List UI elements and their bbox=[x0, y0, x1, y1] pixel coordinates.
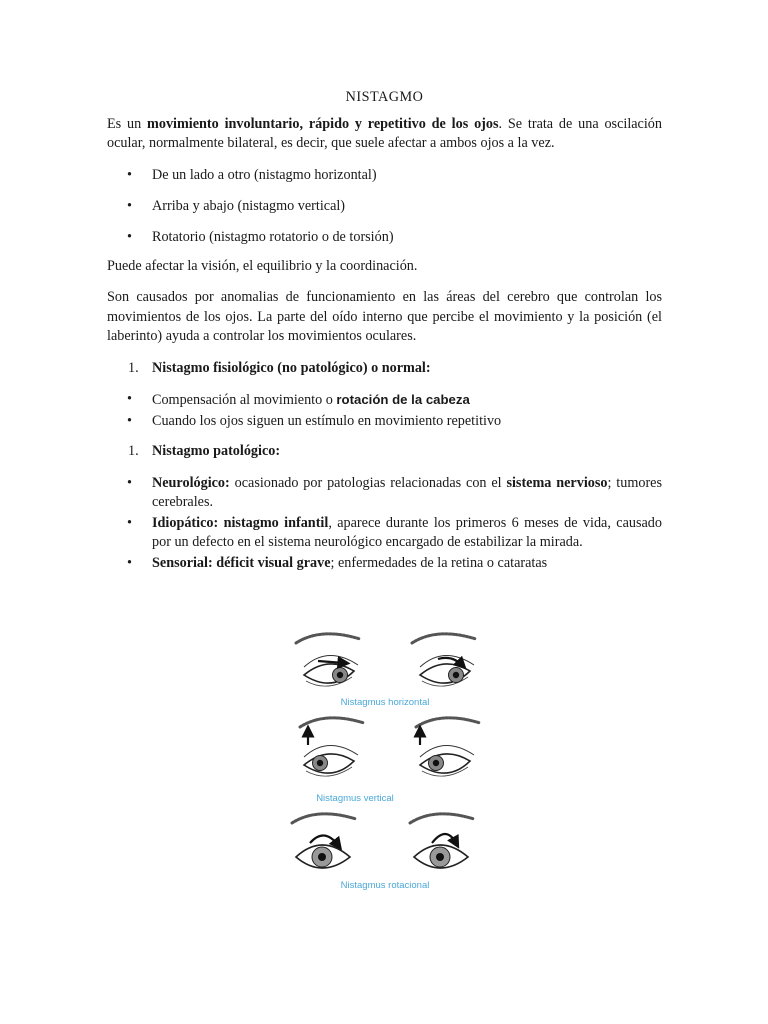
list-item-text: Rotatorio (nistagmo rotatorio o de torsión) bbox=[152, 228, 394, 245]
eye-left-vertical-icon bbox=[300, 718, 364, 776]
list-item bbox=[107, 412, 662, 432]
list-item-label: Sensorial: déficit visual grave bbox=[152, 554, 331, 571]
bullet-icon: • bbox=[127, 166, 132, 183]
caption-horizontal: Nistagmus horizontal bbox=[340, 697, 430, 708]
list-item-text: De un lado a otro (nistagmo horizontal) bbox=[152, 166, 377, 183]
page-title: NISTAGMO bbox=[345, 89, 424, 105]
list-item bbox=[107, 390, 662, 411]
bullet-icon: • bbox=[127, 391, 132, 407]
list-item bbox=[107, 228, 662, 248]
nystagmus-figure bbox=[280, 625, 490, 900]
section2-number: 1. bbox=[128, 443, 139, 459]
bullet-icon: • bbox=[127, 514, 132, 531]
eye-left-rotational-icon bbox=[292, 814, 356, 868]
bullet-icon: • bbox=[127, 474, 132, 491]
list-item-text: Cuando los ojos siguen un estímulo en movimiento repetitivo bbox=[152, 412, 502, 429]
list-item-sensorial bbox=[107, 554, 662, 574]
eye-right-horizontal-icon bbox=[412, 634, 476, 686]
list-item-bold: rotación de la cabeza bbox=[336, 392, 470, 407]
list-item-bold: sistema nervioso bbox=[506, 474, 608, 491]
list-item-text: , aparece durante los primeros 6 meses de vida, causado por un defecto en el sistema neurológico encargado de estabilizar la mirada. bbox=[152, 514, 662, 550]
bullet-icon: • bbox=[127, 197, 132, 214]
list-item-label: Idiopático: nistagmo infantil bbox=[152, 514, 329, 531]
nystagmus-illustration bbox=[280, 625, 490, 900]
list-item-text: ; enfermedades de la retina o cataratas bbox=[330, 554, 548, 571]
nystagmus-types-list bbox=[107, 166, 662, 248]
list-item-text: ; tumores cerebrales. bbox=[152, 474, 662, 510]
intro-paragraph bbox=[107, 115, 662, 154]
intro-post: . Se trata de una oscilación ocular, normalmente bilateral, es decir, que suele afectar a ambos ojos a la vez. bbox=[107, 115, 662, 151]
intro-pre: Es un bbox=[107, 115, 142, 132]
eye-right-rotational-icon bbox=[410, 814, 474, 868]
bullet-icon: • bbox=[127, 412, 132, 429]
list-item-text: Arriba y abajo (nistagmo vertical) bbox=[152, 197, 346, 214]
bullet-icon: • bbox=[127, 554, 132, 571]
section1-heading-text: Nistagmo fisiológico (no patológico) o normal: bbox=[152, 359, 431, 376]
document-page bbox=[107, 88, 662, 574]
list-item bbox=[107, 197, 662, 217]
section2-heading bbox=[107, 442, 662, 462]
list-item bbox=[107, 166, 662, 186]
list-item-idiopatico bbox=[107, 514, 662, 553]
section1-list bbox=[107, 390, 662, 431]
list-item-label: Neurológico: bbox=[152, 474, 230, 491]
eye-right-vertical-icon bbox=[416, 718, 480, 776]
section2-heading-text: Nistagmo patológico: bbox=[152, 443, 281, 459]
list-item-neurologico bbox=[107, 474, 662, 513]
causes-paragraph: Son causados por anomalias de funcionamiento en las áreas del cerebro que controlan los movimientos de los ojos. La parte del oído interno que percibe el movimiento y la posición (el laberinto) ayuda a controlar los movimientos oculares. bbox=[107, 289, 662, 344]
list-item-text: Compensación al movimiento o bbox=[152, 392, 337, 408]
section1-heading bbox=[107, 359, 662, 379]
list-item-text: ocasionado por patologias relacionadas con el bbox=[229, 474, 507, 491]
bullet-icon: • bbox=[127, 228, 132, 245]
caption-vertical: Nistagmus vertical bbox=[316, 793, 394, 804]
eye-left-horizontal-icon bbox=[296, 634, 360, 686]
caption-rotational: Nistagmus rotacional bbox=[340, 880, 430, 891]
affect-paragraph: Puede afectar la visión, el equilibrio y la coordinación. bbox=[107, 257, 418, 274]
section2-list bbox=[107, 474, 662, 574]
section1-number: 1. bbox=[128, 359, 139, 376]
intro-bold: movimiento involuntario, rápido y repetitivo de los ojos bbox=[147, 115, 499, 132]
